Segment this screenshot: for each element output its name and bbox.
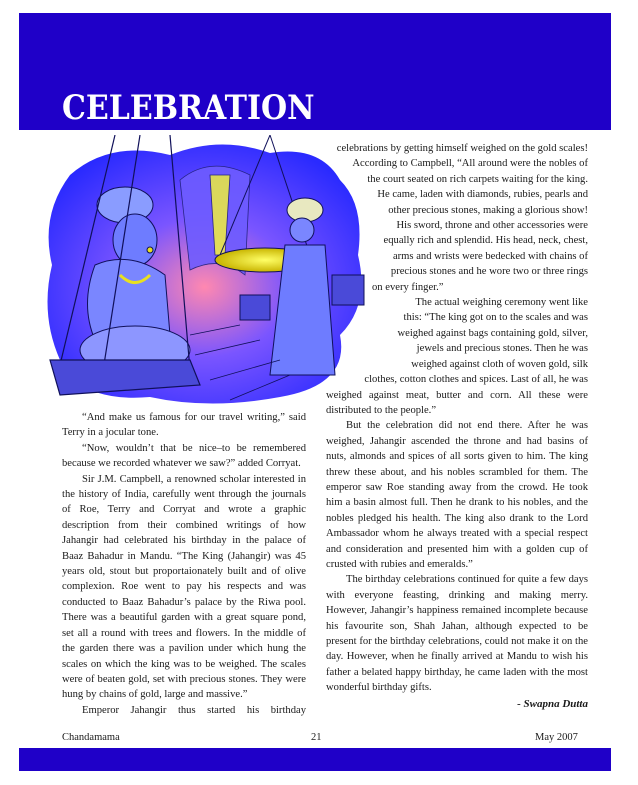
wrap-line: other precious stones, making a glorious show!: [388, 204, 588, 216]
wrap-line: jewels and precious stones. Then he was: [416, 343, 588, 355]
wrap-line: The actual weighing ceremony went like: [415, 297, 588, 309]
wrap-line: equally rich and splendid. His head, neck, chest,: [383, 235, 588, 247]
left-column: [62, 410, 306, 718]
paragraph: weighed against meat, butter and corn. All these were distributed to the people.”: [326, 389, 588, 416]
wrap-line: this: “The king got on to the scales and was: [403, 312, 588, 324]
right-column: [326, 141, 588, 712]
wrap-line: According to Campbell, “All around were the nobles of: [352, 158, 588, 170]
wrap-line: He came, laden with diamonds, rubies, pearls and: [377, 189, 588, 201]
header-band: [19, 13, 611, 130]
wrap-line: weighed against bags containing gold, silver,: [397, 327, 588, 339]
paragraph: “Now, wouldn’t that be nice–to be remembered because we recorded whatever we saw?” added Corryat.: [62, 442, 306, 470]
wrap-line: celebrations by getting himself weighed on the gold scales!: [336, 143, 588, 154]
footer-publication: Chandamama: [62, 732, 120, 743]
paragraph: But the celebration did not end there. After he was weighed, Jahangir ascended the throne and had basins of nuts, almonds and spices of all sorts given to him. The king threw these about, and his nobles scrambled for them. The emperor saw Roe standing away from the crowd. He took him a basin almost full. Then he drank to his nobles, and the nobles pledged his health. The king also drank to the Lord Ambassador whom he always treated with a special respect and consideration and presented him with a golden cup of crusted with rubies and emeralds.”: [326, 420, 588, 570]
page-title: CELEBRATION: [62, 89, 315, 129]
footer-band: [19, 748, 611, 771]
paragraph: Emperor Jahangir thus started his birthday: [82, 704, 306, 716]
wrap-line: weighed against cloth of woven gold, silk: [411, 358, 588, 370]
wrap-line: His sword, throne and other accessories were: [396, 220, 588, 232]
paragraph: The birthday celebrations continued for quite a few days with everyone feasting, drinking and making merry. However, Jahangir’s happiness remained incomplete because his favourite son, Shah Jahan, although expected to be present for the birthday celebrations, could not make it on the day. However, when he finally arrived at Mandu to wish his father a belated happy birthday, he came laden with the most wonderful birthday gifts.: [326, 574, 588, 694]
footer-issue: May 2007: [535, 732, 578, 743]
author-byline: - Swapna Dutta: [517, 697, 588, 710]
wrap-line: clothes, cotton clothes and spices. Last of all, he was: [364, 374, 588, 386]
wrap-line: the court seated on rich carpets waiting for the king.: [367, 173, 588, 185]
paragraph: “And make us famous for our travel writing,” said Terry in a jocular tone.: [62, 412, 306, 439]
wrap-line: precious stones and he wore two or three rings: [390, 266, 588, 278]
wrap-line: arms and wrists were bedecked with chains of: [392, 250, 588, 262]
footer-page-number: 21: [311, 732, 322, 743]
illustration: [40, 135, 370, 410]
paragraph: Sir J.M. Campbell, a renowned scholar interested in the history of India, carefully went through the journals of Roe, Terry and Corryat and wrote a graphic description from their combined writings of how Jahangir had celebrated his birthday in the palace of Baaz Bahadur in Mandu. “The King (Jahangir) was 45 years old, stout but proportaionately built and of olive complexion. Roe went to pay his respects and was conducted to Baaz Bahadur’s palace by the Riwa pool. There was a beautiful garden with a great square pond, set all a round with trees and flowers. In the middle of the garden there was a pavilion under which hung the scales on which the king was to be weighed. The scales were of beaten gold, set with precious stones. They were hung by chains of gold, large and massive.”: [62, 473, 306, 701]
wrap-line: on every finger.”: [372, 281, 444, 293]
